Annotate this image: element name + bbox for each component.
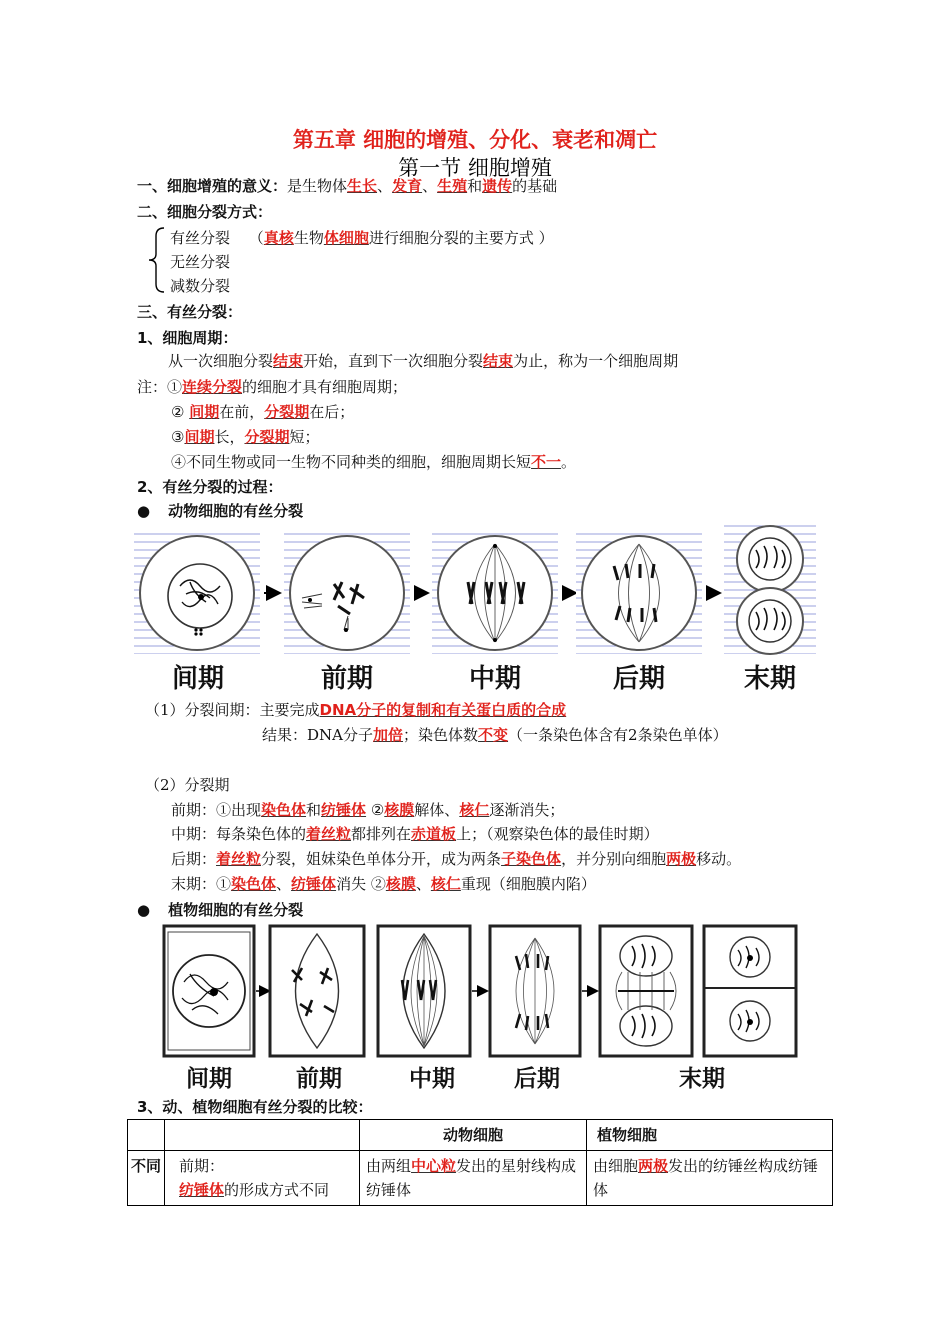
keyword: 发育 [392, 177, 423, 195]
keyword: 核仁 [430, 875, 461, 893]
text: 发出的星射线构成纺锤体 [366, 1157, 577, 1199]
table-cell-plant [587, 1151, 833, 1206]
text: 的基础 [512, 177, 558, 195]
section-title: 第一节 细胞增殖 [398, 156, 552, 180]
plant-anaphase-panel [490, 926, 580, 1056]
text: 和 [306, 801, 322, 819]
keyword: 染色体 [231, 875, 277, 893]
text: 注：① [137, 378, 183, 396]
division-mode-meiosis: 减数分裂 [170, 277, 231, 295]
mitotic-phase-heading: （2）分裂期 [145, 776, 230, 794]
text: 和 [467, 177, 483, 195]
text: 分裂，姐妹染色单体分开，成为两条 [261, 850, 502, 868]
text: 、 [377, 177, 393, 195]
keyword: 核仁 [459, 801, 490, 819]
text: 进行细胞分裂的主要方式 ） [368, 229, 554, 247]
phase-desc [171, 1178, 353, 1202]
text: 由细胞 [593, 1157, 639, 1175]
text: 开始，直到下一次细胞分裂 [303, 352, 484, 370]
row-label-different: 不同 [128, 1151, 165, 1206]
bullet-icon: ● [137, 502, 151, 520]
keyword: 体细胞 [323, 229, 369, 247]
cycle-note-2 [171, 402, 354, 422]
keyword: 着丝粒 [216, 850, 262, 868]
keyword: 间期 [184, 428, 215, 446]
keyword: 连续分裂 [182, 378, 243, 396]
heading-process: 2、有丝分裂的过程： [137, 478, 283, 496]
heading-comparison: 3、动、植物细胞有丝分裂的比较： [137, 1098, 373, 1116]
text: 解体、 [414, 801, 460, 819]
text: 在前， [219, 403, 265, 421]
animal-heading [137, 501, 303, 521]
heading-significance: 一、细胞增殖的意义： [137, 177, 288, 195]
keyword: 核膜 [385, 875, 416, 893]
text: 是生物体 [287, 177, 348, 195]
plant-prophase-panel [270, 926, 364, 1056]
text: 短； [289, 428, 320, 446]
animal-label-telophase: 末期 [743, 664, 796, 694]
text: 前期：①出现 [171, 801, 262, 819]
text: 为止，称为一个细胞周期 [513, 352, 679, 370]
animal-label-prophase: 前期 [320, 664, 373, 694]
keyword: 生长 [347, 177, 378, 195]
text: 从一次细胞分裂 [168, 352, 274, 370]
table-cell-phase [165, 1151, 360, 1206]
interphase-result [262, 725, 728, 745]
animal-metaphase-panel [432, 532, 558, 654]
table-row [128, 1151, 833, 1206]
keyword: 生殖 [437, 177, 468, 195]
chapter-title: 第五章 细胞的增殖、分化、衰老和凋亡 [292, 128, 658, 152]
text: 消失 ② [336, 875, 386, 893]
plant-interphase-panel [164, 926, 254, 1056]
text: （一条染色体含有2条染色单体） [508, 726, 728, 744]
keyword: 纺锤体 [291, 875, 337, 893]
keyword: 子染色体 [501, 850, 562, 868]
text: （ [248, 229, 264, 247]
keyword: 纺锤体 [321, 801, 367, 819]
plant-telophase-panel-1 [600, 926, 692, 1056]
text: 、 [422, 177, 438, 195]
keyword: 不一 [531, 453, 562, 471]
plant-mitosis-figure [162, 924, 802, 1058]
text: 发出的纺锤丝构成纺锤体 [593, 1157, 819, 1199]
telophase-text [171, 874, 596, 894]
cell-cycle-definition [168, 351, 678, 371]
bullet-icon: ● [137, 901, 151, 919]
text: 长， [214, 428, 245, 446]
plant-label-prophase: 前期 [296, 1065, 342, 1092]
cycle-note-3 [171, 427, 320, 447]
text: ④不同生物或同一生物不同种类的细胞，细胞周期长短 [171, 453, 532, 471]
text: 上；（观察染色体的最佳时期） [456, 825, 659, 843]
text: 逐渐消失； [489, 801, 565, 819]
keyword: 分裂期 [244, 428, 290, 446]
text: 生物 [293, 229, 324, 247]
prophase-text [171, 800, 564, 820]
text: 。 [561, 453, 577, 471]
keyword: 分裂期 [264, 403, 310, 421]
text: 在后； [309, 403, 355, 421]
table-cell [165, 1120, 360, 1151]
keyword: 加倍 [373, 726, 404, 744]
interphase-main [145, 700, 566, 720]
animal-mitosis-figure [134, 522, 818, 656]
text: ② [171, 403, 190, 421]
significance-line [137, 176, 557, 196]
plant-label-telophase: 末期 [679, 1065, 725, 1092]
text: ；染色体数 [403, 726, 479, 744]
text: 植物细胞的有丝分裂 [168, 901, 304, 919]
animal-label-anaphase: 后期 [612, 664, 665, 694]
keyword: 间期 [189, 403, 220, 421]
text: 由两组 [366, 1157, 412, 1175]
brace-icon [146, 226, 166, 294]
text: 的形成方式不同 [224, 1181, 330, 1199]
animal-label-interphase: 间期 [171, 664, 224, 694]
text: 末期：① [171, 875, 232, 893]
heading-mitosis: 三、有丝分裂： [137, 303, 243, 321]
animal-telophase-panel [724, 522, 816, 654]
keyword: 结束 [483, 352, 514, 370]
plant-label-metaphase: 中期 [409, 1065, 455, 1092]
text: 后期： [171, 850, 217, 868]
text: ② [366, 801, 385, 819]
col-animal-header: 动物细胞 [360, 1120, 587, 1151]
keyword: 不变 [478, 726, 509, 744]
division-mode-amitosis: 无丝分裂 [170, 253, 231, 271]
animal-anaphase-panel [576, 532, 702, 654]
animal-label-metaphase: 中期 [468, 664, 521, 694]
table-cell [128, 1120, 165, 1151]
table-cell-animal [360, 1151, 587, 1206]
heading-division-modes: 二、细胞分裂方式： [137, 203, 273, 221]
heading-cell-cycle: 1、细胞周期： [137, 329, 238, 347]
keyword: 染色体 [261, 801, 307, 819]
cycle-note-4 [171, 452, 576, 472]
text: 中期：每条染色体的 [171, 825, 307, 843]
text: 重现（细胞膜内陷） [460, 875, 596, 893]
text: ③ [171, 428, 185, 446]
keyword: 着丝粒 [306, 825, 352, 843]
text: ，并分别向细胞 [561, 850, 667, 868]
text: （1）分裂间期：主要完成 [145, 701, 320, 719]
plant-metaphase-panel [378, 926, 470, 1056]
animal-interphase-panel [134, 532, 260, 654]
plant-telophase-panel-2 [704, 926, 796, 1056]
cycle-note-1 [137, 377, 407, 397]
keyword: 结束 [273, 352, 304, 370]
col-plant-header: 植物细胞 [587, 1120, 833, 1151]
animal-prophase-panel [284, 532, 410, 654]
keyword: 遗传 [482, 177, 513, 195]
keyword: 真核 [263, 229, 294, 247]
table-header-row [128, 1120, 833, 1151]
text: 、 [276, 875, 292, 893]
text: 的细胞才具有细胞周期； [242, 378, 408, 396]
keyword: 赤道板 [411, 825, 457, 843]
keyword: 两极 [666, 850, 697, 868]
metaphase-text [171, 824, 659, 844]
comparison-table [127, 1119, 833, 1206]
plant-label-anaphase: 后期 [514, 1065, 560, 1092]
text: 结果：DNA分子 [262, 726, 373, 744]
text: 移动。 [696, 850, 742, 868]
phase-label: 前期： [179, 1157, 225, 1175]
text: 动物细胞的有丝分裂 [168, 502, 304, 520]
keyword: 中心粒 [411, 1157, 457, 1175]
text: 都排列在 [351, 825, 412, 843]
plant-label-interphase: 间期 [186, 1065, 232, 1092]
keyword: 两极 [638, 1157, 669, 1175]
anaphase-text [171, 849, 741, 869]
keyword: 纺锤体 [179, 1181, 225, 1199]
division-mode-mitosis [170, 228, 554, 248]
text: 、 [415, 875, 431, 893]
keyword: DNA分子的复制和有关蛋白质的合成 [319, 701, 567, 719]
plant-heading [137, 900, 303, 920]
text: 有丝分裂 [170, 229, 231, 247]
keyword: 核膜 [384, 801, 415, 819]
